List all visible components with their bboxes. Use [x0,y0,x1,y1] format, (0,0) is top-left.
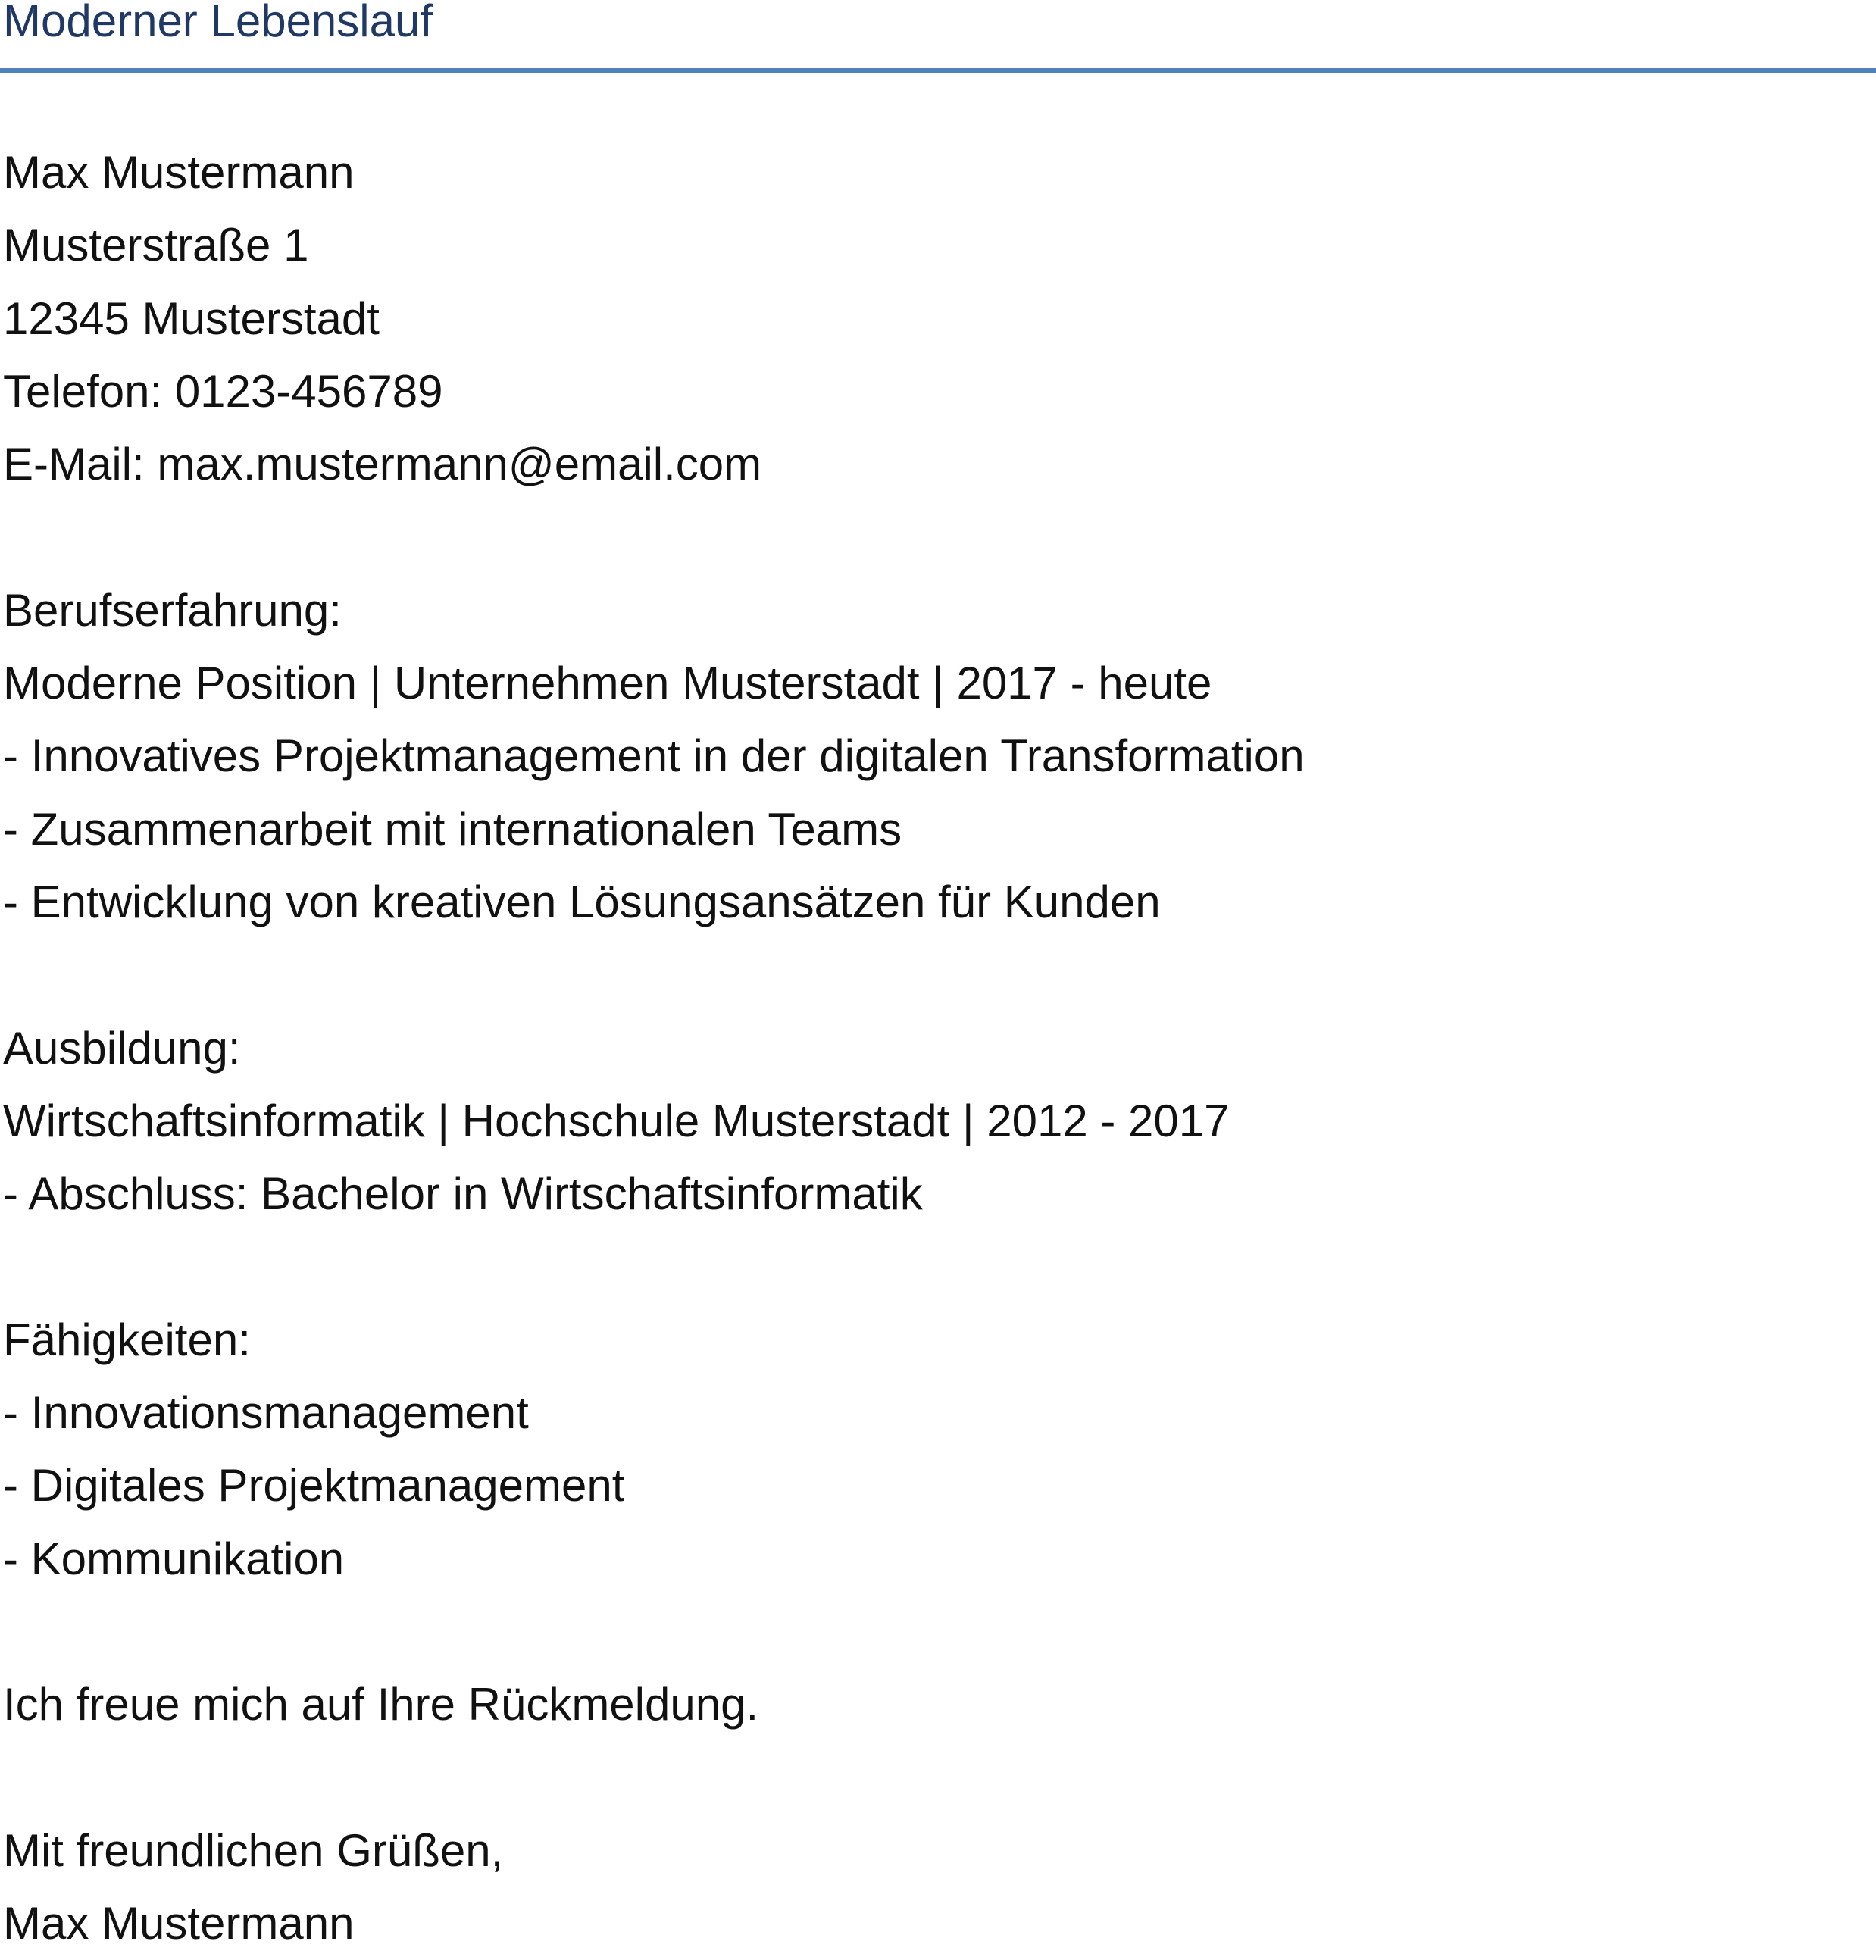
experience-item: - Zusammenarbeit mit internationalen Teams [3,803,902,855]
experience-position: Moderne Position | Unternehmen Musterstadt | 2017 - heute [3,658,1212,709]
skills-heading: Fähigkeiten: [3,1314,251,1365]
skills-item: - Innovationsmanagement [3,1387,529,1439]
education-entry: Wirtschaftsinformatik | Hochschule Musterstadt | 2012 - 2017 [3,1095,1230,1146]
document-title: Moderner Lebenslauf [3,0,433,46]
contact-email: E-Mail: max.mustermann@email.com [3,439,762,490]
blank-line [3,939,1305,1011]
education-heading: Ausbildung: [3,1022,241,1074]
blank-line [3,501,1305,574]
document-body [3,136,1305,1960]
closing-signature: Max Mustermann [3,1898,355,1949]
blank-line [3,1596,1305,1668]
experience-heading: Berufserfahrung: [3,584,342,636]
experience-item: - Innovatives Projektmanagement in der digitalen Transformation [3,730,1305,782]
blank-line [3,1742,1305,1815]
skills-item: - Digitales Projektmanagement [3,1460,625,1511]
closing-line: Ich freue mich auf Ihre Rückmeldung. [3,1679,759,1730]
closing-greeting: Mit freundlichen Grüßen, [3,1824,504,1876]
education-item: - Abschluss: Bachelor in Wirtschaftsinformatik [3,1168,923,1220]
skills-item: - Kommunikation [3,1533,345,1584]
blank-line [3,1230,1305,1303]
contact-city: 12345 Musterstadt [3,292,380,344]
contact-phone: Telefon: 0123-456789 [3,365,443,417]
title-divider [0,68,1876,73]
contact-name: Max Mustermann [3,147,355,198]
experience-item: - Entwicklung von kreativen Lösungsansätzen für Kunden [3,876,1161,927]
contact-street: Musterstraße 1 [3,220,309,271]
